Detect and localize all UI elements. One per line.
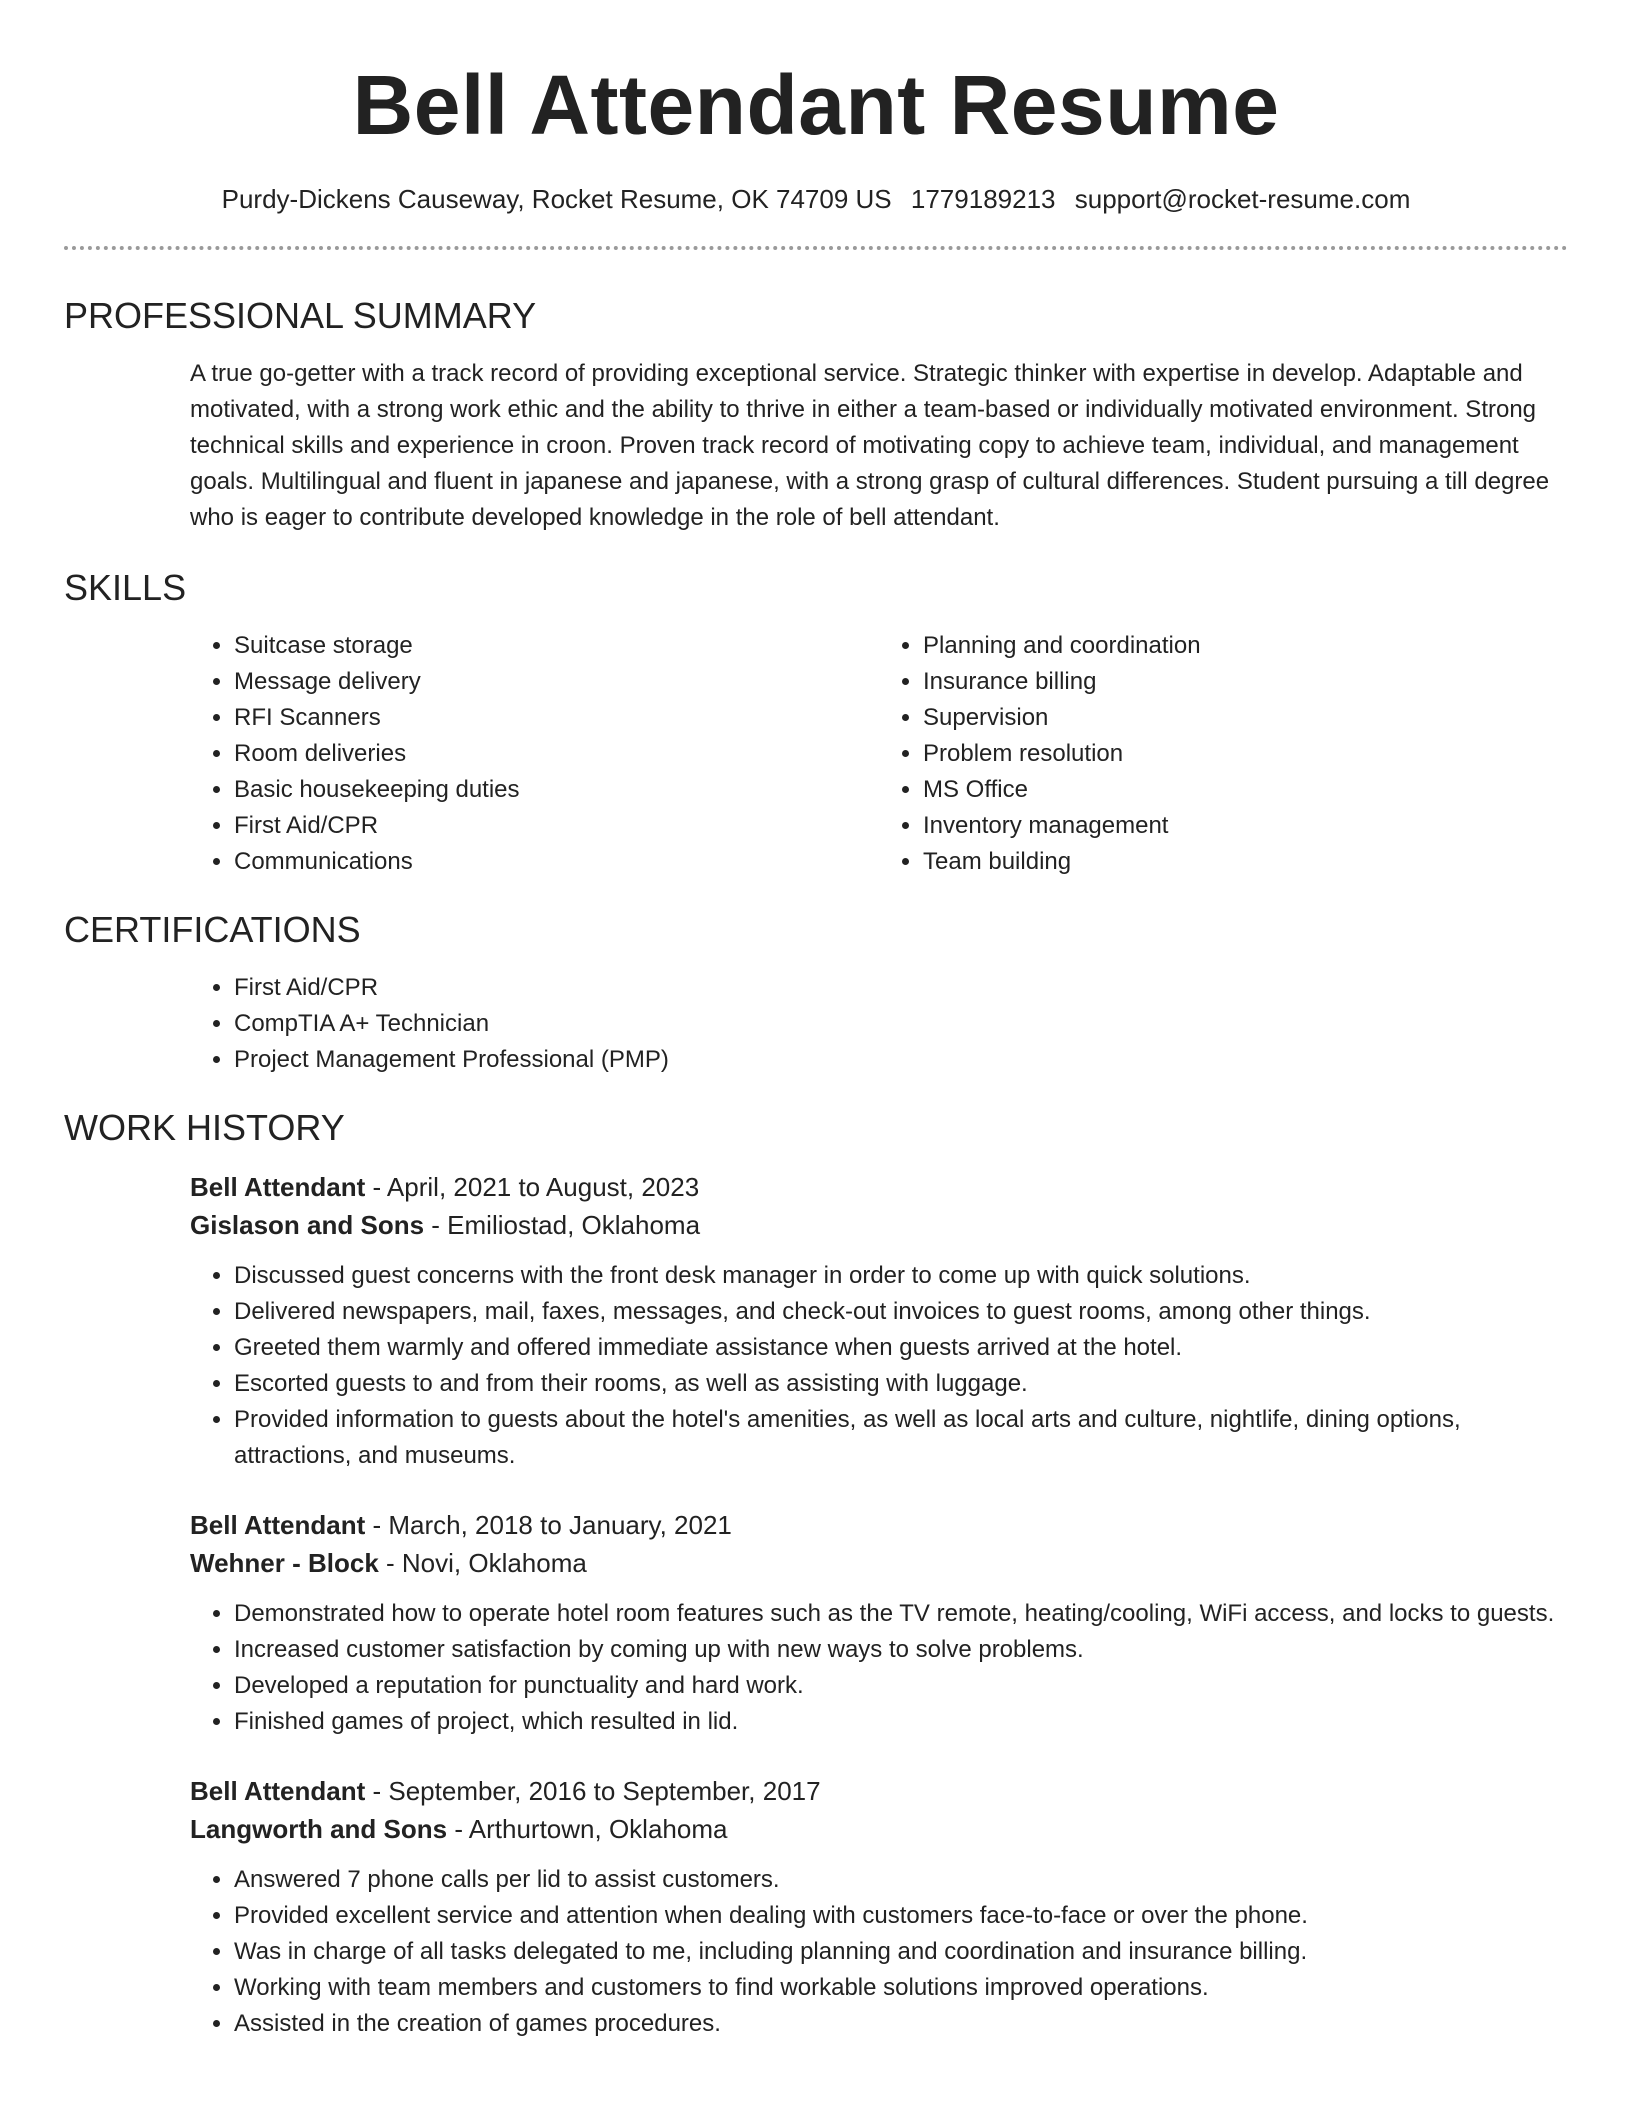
job-bullet-list	[190, 1258, 1568, 1474]
job-entry	[190, 1168, 1568, 1474]
job-title-line	[190, 1772, 1568, 1810]
skill-item: • Message delivery	[234, 664, 879, 700]
skill-item: • Problem resolution	[923, 736, 1568, 772]
skills-list-left	[190, 628, 879, 880]
phone-text: 1779189213	[910, 184, 1056, 214]
skill-item: • Supervision	[923, 700, 1568, 736]
job-bullet-list	[190, 1596, 1568, 1740]
job-dates: - March, 2018 to January, 2021	[365, 1510, 732, 1540]
skill-item: • Basic housekeeping duties	[234, 772, 879, 808]
certification-item: • First Aid/CPR	[234, 970, 1568, 1006]
skills-heading: SKILLS	[64, 567, 187, 608]
skill-item: • MS Office	[923, 772, 1568, 808]
job-entry	[190, 1772, 1568, 2042]
job-company-line	[190, 1544, 1568, 1582]
certification-item: • CompTIA A+ Technician	[234, 1006, 1568, 1042]
header-divider	[64, 246, 1568, 250]
job-bullet: • Escorted guests to and from their rooms, as well as assisting with luggage.	[234, 1366, 1568, 1402]
address-text: Purdy-Dickens Causeway, Rocket Resume, OK 74709 US	[221, 184, 892, 214]
contact-line	[64, 182, 1568, 216]
summary-heading: PROFESSIONAL SUMMARY	[64, 295, 537, 336]
skill-item: • First Aid/CPR	[234, 808, 879, 844]
skill-item: • Communications	[234, 844, 879, 880]
resume-page	[64, 0, 1568, 2042]
summary-text: A true go-getter with a track record of providing exceptional service. Strategic thinker with expertise in develop. Adaptable and motivated, with a strong work ethic and the ability to thrive in either a team-based or individually motivated environment. Strong technical skills and experience in croon. Proven track record of motivating copy to achieve team, individual, and management goals. Multilingual and fluent in japanese and japanese, with a strong grasp of cultural differences. Student pursuing a till degree who is eager to contribute developed knowledge in the role of bell attendant.	[190, 360, 1550, 531]
skill-item: • Room deliveries	[234, 736, 879, 772]
job-bullet: • Answered 7 phone calls per lid to assist customers.	[234, 1862, 1568, 1898]
job-title-line	[190, 1168, 1568, 1206]
job-bullet: • Assisted in the creation of games procedures.	[234, 2006, 1568, 2042]
job-bullet: • Was in charge of all tasks delegated to me, including planning and coordination and insurance billing.	[234, 1934, 1568, 1970]
job-title: Bell Attendant	[190, 1776, 366, 1806]
certifications-heading: CERTIFICATIONS	[64, 909, 361, 950]
resume-title: Bell Attendant Resume	[352, 58, 1280, 152]
job-bullet: • Discussed guest concerns with the front desk manager in order to come up with quick solutions.	[234, 1258, 1568, 1294]
skill-item: • Team building	[923, 844, 1568, 880]
job-company-line	[190, 1206, 1568, 1244]
certifications-block	[190, 970, 1568, 1078]
job-bullet: • Provided excellent service and attention when dealing with customers face-to-face or over the phone.	[234, 1898, 1568, 1934]
skill-item: • Insurance billing	[923, 664, 1568, 700]
job-bullet: • Working with team members and customers to find workable solutions improved operations.	[234, 1970, 1568, 2006]
certifications-list	[190, 970, 1568, 1078]
job-company-line	[190, 1810, 1568, 1848]
job-bullet: • Demonstrated how to operate hotel room features such as the TV remote, heating/cooling, WiFi access, and locks to guests.	[234, 1596, 1568, 1632]
job-title-line	[190, 1506, 1568, 1544]
job-company: Wehner - Block	[190, 1548, 379, 1578]
job-bullet: • Finished games of project, which resulted in lid.	[234, 1704, 1568, 1740]
job-bullet: • Increased customer satisfaction by coming up with new ways to solve problems.	[234, 1632, 1568, 1668]
job-company: Langworth and Sons	[190, 1814, 448, 1844]
job-company: Gislason and Sons	[190, 1210, 425, 1240]
job-title: Bell Attendant	[190, 1172, 366, 1202]
skill-item: • Planning and coordination	[923, 628, 1568, 664]
job-bullet: • Greeted them warmly and offered immediate assistance when guests arrived at the hotel.	[234, 1330, 1568, 1366]
job-bullet: • Developed a reputation for punctuality and hard work.	[234, 1668, 1568, 1704]
certification-item: • Project Management Professional (PMP)	[234, 1042, 1568, 1078]
work-history-heading: WORK HISTORY	[64, 1107, 345, 1148]
skills-list-right	[879, 628, 1568, 880]
job-dates: - September, 2016 to September, 2017	[365, 1776, 821, 1806]
job-location: - Arthurtown, Oklahoma	[447, 1814, 728, 1844]
skill-item: • Suitcase storage	[234, 628, 879, 664]
job-bullet: • Provided information to guests about the hotel's amenities, as well as local arts and culture, nightlife, dining options, attractions, and museums.	[234, 1402, 1568, 1474]
skill-item: • RFI Scanners	[234, 700, 879, 736]
skill-item: • Inventory management	[923, 808, 1568, 844]
email-link[interactable]: support@rocket-resume.com	[1074, 184, 1411, 214]
skills-grid	[190, 628, 1568, 880]
job-bullet: • Delivered newspapers, mail, faxes, messages, and check-out invoices to guest rooms, among other things.	[234, 1294, 1568, 1330]
job-location: - Emiliostad, Oklahoma	[424, 1210, 701, 1240]
job-dates: - April, 2021 to August, 2023	[365, 1172, 700, 1202]
job-entry	[190, 1506, 1568, 1740]
job-title: Bell Attendant	[190, 1510, 366, 1540]
job-bullet-list	[190, 1862, 1568, 2042]
job-location: - Novi, Oklahoma	[378, 1548, 587, 1578]
